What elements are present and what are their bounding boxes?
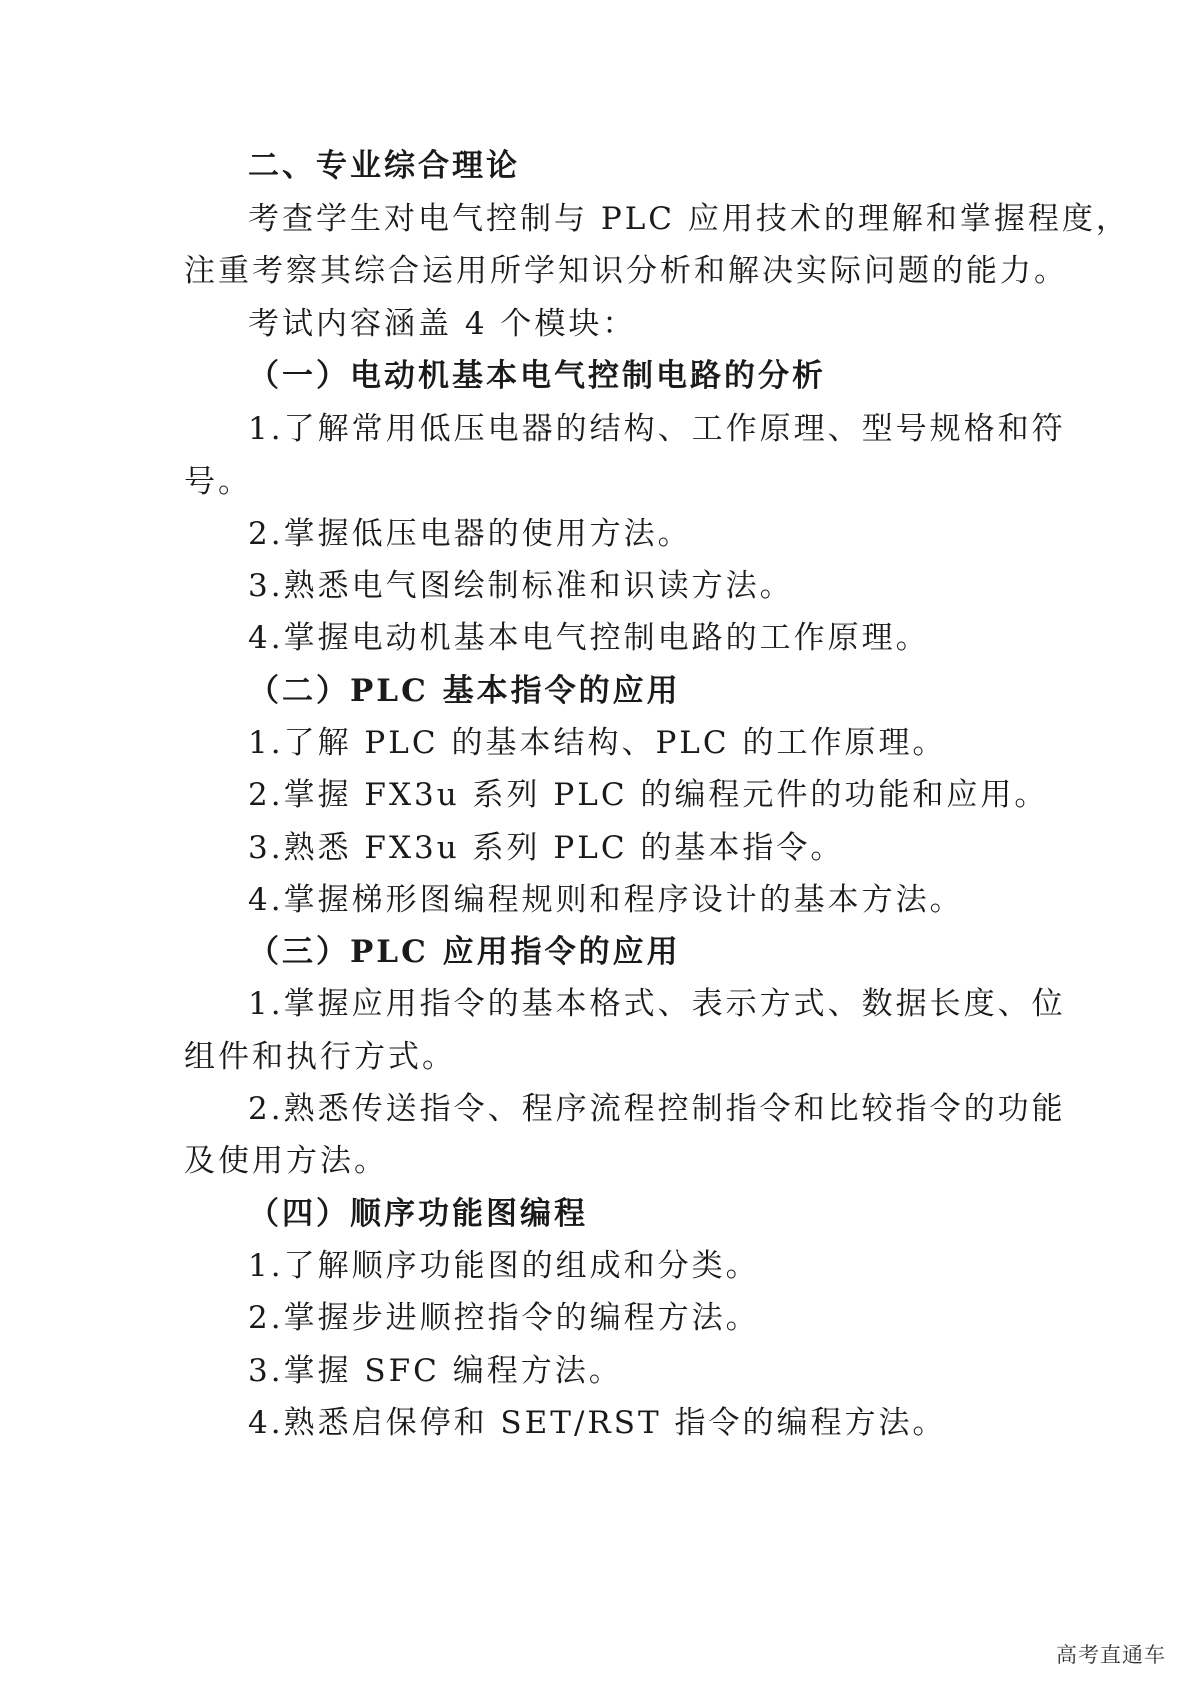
section-title: 二、专业综合理论 [248,148,520,184]
modules-intro: 考试内容涵盖 4 个模块： [248,306,637,342]
module-1-item-3: 3.熟悉电气图绘制标准和识读方法。 [248,568,794,604]
module-4-item-4: 4.熟悉启保停和 SET/RST 指令的编程方法。 [248,1405,947,1441]
module-4-item-1: 1.了解顺序功能图的组成和分类。 [248,1248,760,1284]
intro-paragraph-line-1: 考查学生对电气控制与 PLC 应用技术的理解和掌握程度， [248,201,1130,237]
module-2-item-3: 3.熟悉 FX3u 系列 PLC 的基本指令。 [248,830,845,866]
module-2-item-2: 2.掌握 FX3u 系列 PLC 的编程元件的功能和应用。 [248,777,1049,813]
module-4-item-2: 2.掌握步进顺控指令的编程方法。 [248,1300,760,1336]
module-4-item-3: 3.掌握 SFC 编程方法。 [248,1353,623,1389]
module-1-item-1-line-2: 号。 [184,464,252,500]
module-3-heading: （三）PLC 应用指令的应用 [248,934,681,970]
module-1-heading: （一）电动机基本电气控制电路的分析 [248,358,826,394]
module-1-item-1-line-1: 1.了解常用低压电器的结构、工作原理、型号规格和符 [248,411,1066,447]
module-2-item-4: 4.掌握梯形图编程规则和程序设计的基本方法。 [248,882,964,918]
module-3-item-1-line-1: 1.掌握应用指令的基本格式、表示方式、数据长度、位 [248,986,1066,1022]
module-3-item-1-line-2: 组件和执行方式。 [184,1039,456,1075]
module-3-item-2-line-2: 及使用方法。 [184,1143,388,1179]
module-4-heading: （四）顺序功能图编程 [248,1196,588,1232]
watermark-label: 高考直通车 [1056,1643,1166,1667]
module-3-item-2-line-1: 2.熟悉传送指令、程序流程控制指令和比较指令的功能 [248,1091,1066,1127]
module-1-item-2: 2.掌握低压电器的使用方法。 [248,516,692,552]
module-2-item-1: 1.了解 PLC 的基本结构、PLC 的工作原理。 [248,725,947,761]
module-2-heading: （二）PLC 基本指令的应用 [248,673,681,709]
intro-paragraph-line-2: 注重考察其综合运用所学知识分析和解决实际问题的能力。 [184,253,1068,289]
module-1-item-4: 4.掌握电动机基本电气控制电路的工作原理。 [248,620,930,656]
